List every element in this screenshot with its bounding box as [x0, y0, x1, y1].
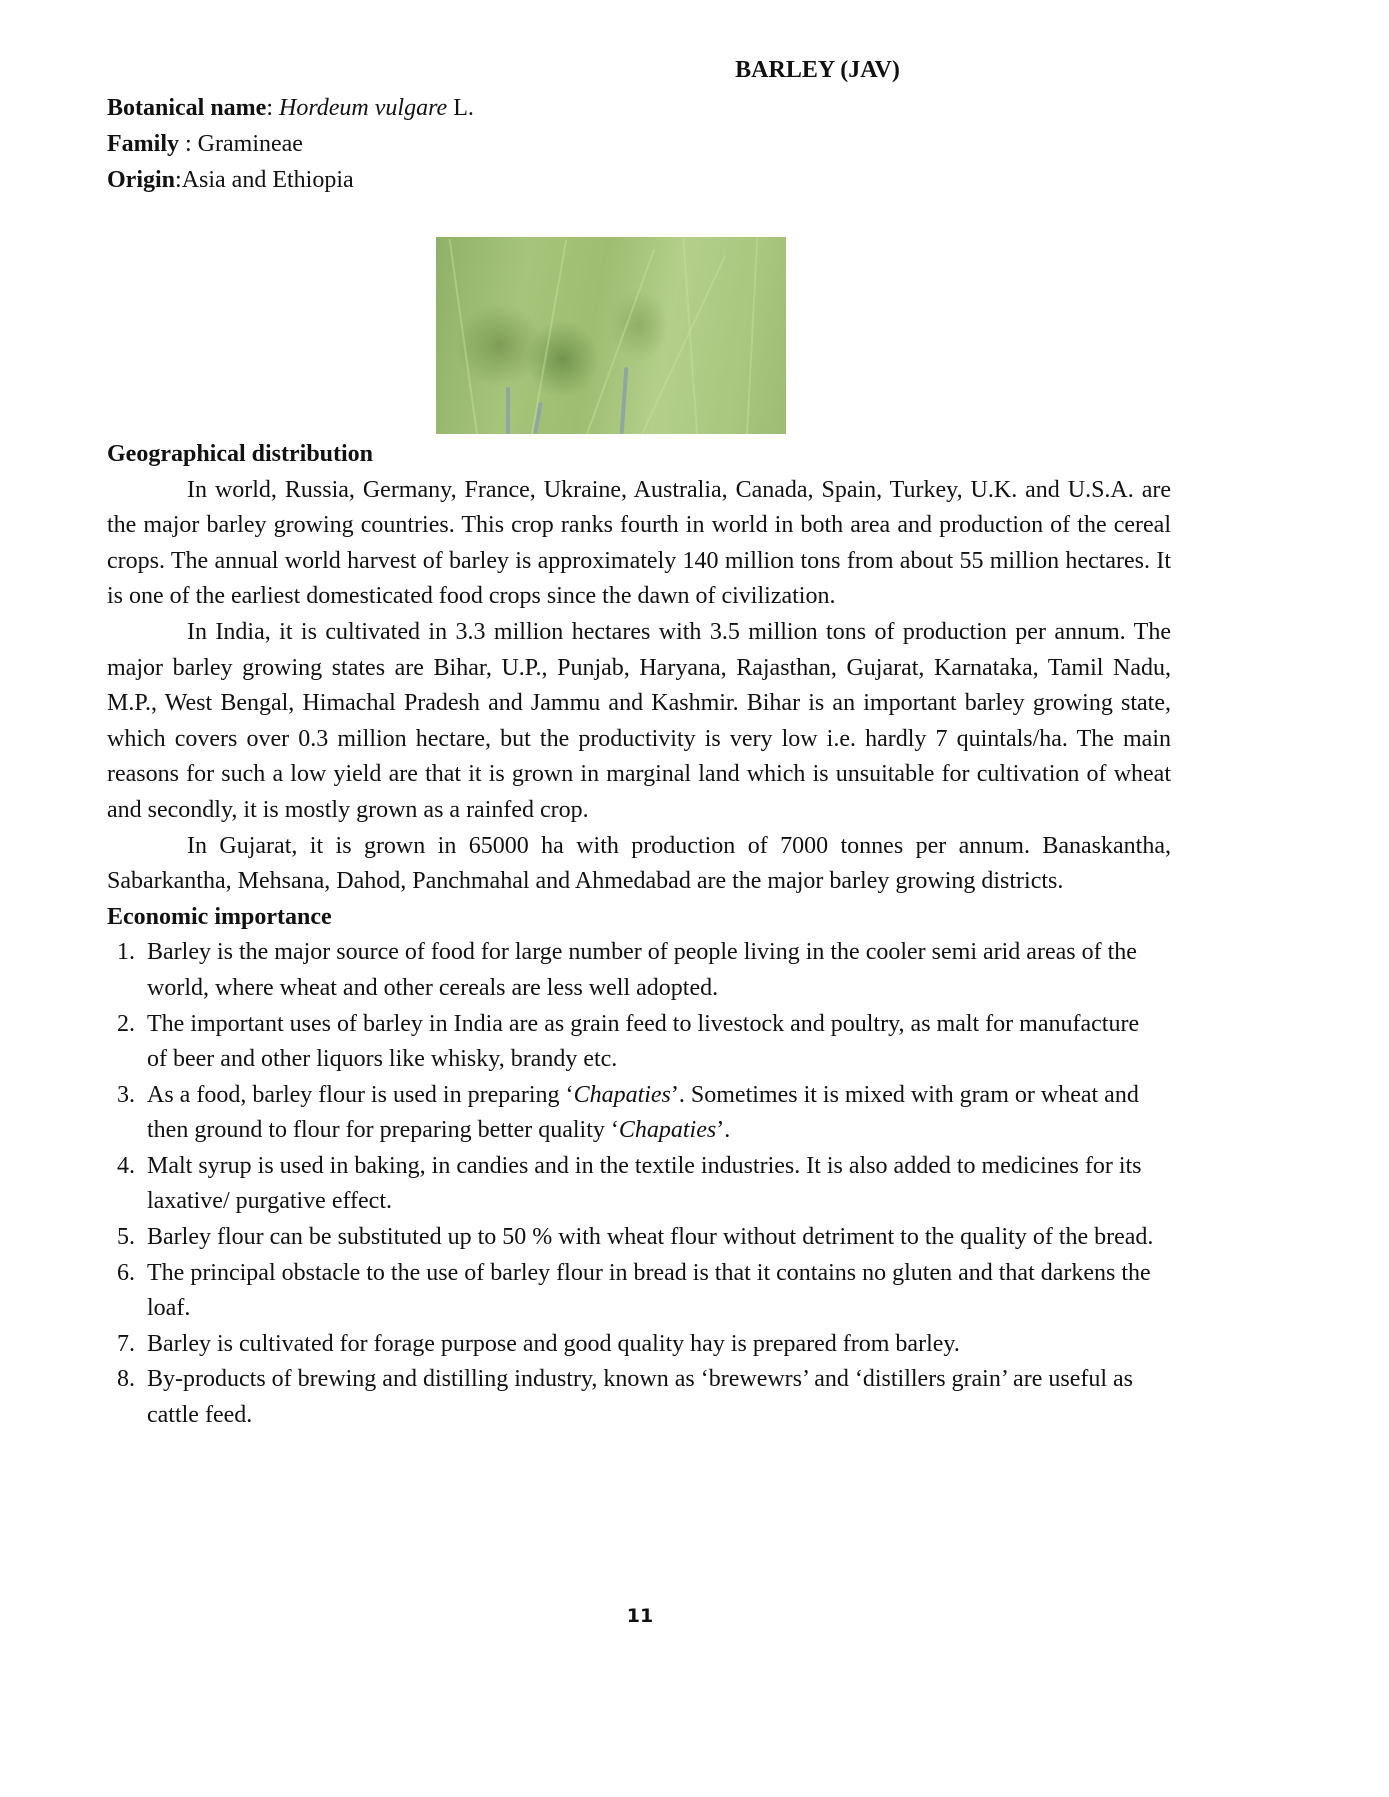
paragraph-gujarat: In Gujarat, it is grown in 65000 ha with production of 7000 tonnes per annum. Banaskantha, Sabarkantha, Mehsana, Dahod, Panchmahal and Ahmedabad are the major barley growing districts.	[107, 832, 1171, 895]
stem	[620, 367, 629, 434]
stem	[506, 387, 510, 434]
text-run: As a food, barley flour is used in preparing ‘	[147, 1081, 574, 1108]
page-title	[0, 54, 1280, 86]
list-item	[107, 1220, 1157, 1256]
origin-line	[107, 162, 354, 198]
botanical-name-value: Hordeum vulgare	[279, 95, 448, 121]
list-item	[107, 1256, 1157, 1327]
list-item	[107, 1007, 1157, 1078]
separator: :	[179, 131, 198, 157]
awn-streak	[531, 240, 567, 434]
list-text: By-products of brewing and distilling industry, known as ‘brewewrs’ and ‘distillers grain’ are useful as cattle feed.	[147, 1366, 1133, 1429]
family-line	[107, 126, 303, 162]
list-number: 1.	[117, 939, 135, 966]
list-number: 3.	[117, 1081, 135, 1108]
list-item	[107, 1327, 1157, 1363]
list-number: 4.	[117, 1152, 135, 1179]
awn-streak	[746, 237, 758, 434]
awn-streak	[641, 255, 726, 434]
awn-streak	[449, 239, 478, 434]
economic-importance-list	[107, 935, 1171, 1433]
list-item	[107, 1149, 1157, 1220]
list-number: 5.	[117, 1224, 135, 1251]
italic-term: Chapaties	[573, 1081, 671, 1108]
italic-term: Chapaties	[618, 1117, 717, 1144]
geographical-distribution-section	[107, 437, 1171, 1434]
list-item	[107, 935, 1157, 1006]
origin-label: Origin	[107, 167, 176, 193]
list-item	[107, 1078, 1157, 1149]
list-text: Barley is the major source of food for large number of people living in the cooler semi arid areas of the world, where wheat and other cereals are less well adopted.	[147, 939, 1137, 1001]
botanical-name-suffix: L.	[447, 95, 474, 121]
list-text: The important uses of barley in India are as grain feed to livestock and poultry, as malt for manufacture of beer and other liquors like whisky, brandy etc.	[147, 1010, 1140, 1073]
text-run: ’.	[716, 1117, 731, 1144]
barley-photo	[436, 237, 786, 434]
page-number: 11	[626, 1605, 654, 1627]
list-text	[147, 1078, 1157, 1149]
separator: :	[266, 95, 279, 121]
family-value: Gramineae	[197, 131, 303, 157]
list-text: Malt syrup is used in baking, in candies and in the textile industries. It is also added to medicines for its laxative/ purgative effect.	[147, 1152, 1142, 1215]
list-number: 6.	[117, 1259, 135, 1286]
awn-streak	[682, 237, 698, 434]
paragraph-india: In India, it is cultivated in 3.3 million hectares with 3.5 million tons of production per annum. The major barley growing states are Bihar, U.P., Punjab, Haryana, Rajasthan, Gujarat, Karnataka, Tamil Nadu, M.P., West Bengal, Himachal Pradesh and Jammu and Kashmir. Bihar is an important barley growing state, which covers over 0.3 million hectare, but the productivity is very low i.e. hardly 7 quintals/ha. The main reasons for such a low yield are that it is grown in marginal land which is unsuitable for cultivation of wheat and secondly, it is mostly grown as a rainfed crop.	[107, 618, 1171, 823]
separator: :	[175, 167, 182, 193]
list-text: The principal obstacle to the use of barley flour in bread is that it contains no gluten and that darkens the loaf.	[147, 1259, 1151, 1322]
text-run: ’. Sometimes it is mixed with gram or wheat and then ground to flour for preparing better quality ‘	[147, 1081, 1139, 1144]
list-text: Barley is cultivated for forage purpose and good quality hay is prepared from barley.	[147, 1330, 960, 1357]
list-number: 7.	[117, 1330, 135, 1357]
paragraph-world: In world, Russia, Germany, France, Ukraine, Australia, Canada, Spain, Turkey, U.K. and U.S.A. are the major barley growing countries. This crop ranks fourth in world in both area and production of the cereal crops. The annual world harvest of barley is approximately 140 million tons from about 55 million hectares. It is one of the earliest domesticated food crops since the dawn of civilization.	[107, 476, 1171, 610]
list-number: 8.	[117, 1366, 135, 1393]
family-label: Family	[107, 131, 179, 157]
list-text: Barley flour can be substituted up to 50 % with wheat flour without detriment to the quality of the bread.	[147, 1224, 1154, 1251]
list-item	[107, 1362, 1157, 1433]
botanical-name-line	[107, 90, 474, 126]
list-number: 2.	[117, 1010, 135, 1037]
title-text: BARLEY (JAV)	[735, 57, 900, 83]
section-heading-economic: Economic importance	[107, 903, 332, 930]
section-heading-geographical: Geographical distribution	[107, 441, 374, 467]
botanical-name-label: Botanical name	[107, 95, 267, 121]
origin-value: Asia and Ethiopia	[181, 167, 354, 193]
